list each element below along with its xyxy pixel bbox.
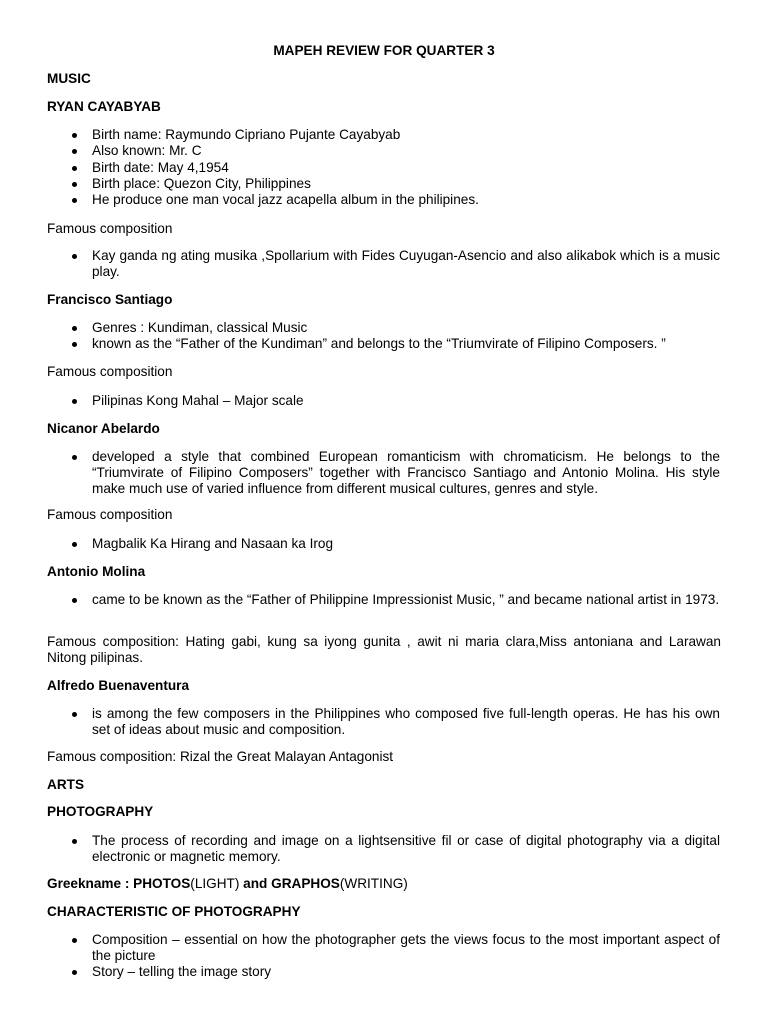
bullet-icon xyxy=(72,182,77,187)
composer-heading-abelardo: Nicanor Abelardo xyxy=(47,421,160,436)
famous-composition-label: Famous composition xyxy=(47,221,173,236)
famous-composition-text: Famous composition: Hating gabi, kung sa iyong gunita , awit ni maria clara,Miss antoniana and Larawan Nitong pilipinas. xyxy=(47,634,721,665)
composer-heading-ryan: RYAN CAYABYAB xyxy=(47,99,161,114)
bullet-icon xyxy=(72,542,77,547)
section-heading-arts: ARTS xyxy=(47,777,85,792)
bullet-icon xyxy=(72,254,77,259)
document-title: MAPEH REVIEW FOR QUARTER 3 xyxy=(273,43,495,58)
composer-heading-molina: Antonio Molina xyxy=(47,564,146,579)
famous-composition-text: Famous composition: Rizal the Great Malayan Antagonist xyxy=(47,749,394,764)
bullet-icon xyxy=(72,198,77,203)
section-heading-music: MUSIC xyxy=(47,71,91,86)
greek-word-photos: PHOTOS xyxy=(133,876,191,891)
greek-name-line xyxy=(47,876,408,892)
bullet-icon xyxy=(72,598,77,603)
bullet-icon xyxy=(72,133,77,138)
composer-heading-buenaventura: Alfredo Buenaventura xyxy=(47,678,190,693)
famous-composition-label: Famous composition xyxy=(47,507,173,522)
bullet-icon xyxy=(72,839,77,844)
bullet-icon xyxy=(72,712,77,717)
composer-heading-santiago: Francisco Santiago xyxy=(47,292,173,307)
section-heading-characteristic: CHARACTERISTIC OF PHOTOGRAPHY xyxy=(47,904,301,919)
bullet-icon xyxy=(72,342,77,347)
greek-meaning-writing: (WRITING) xyxy=(339,876,408,891)
bullet-icon xyxy=(72,326,77,331)
bullet-icon xyxy=(72,455,77,460)
bullet-icon xyxy=(72,149,77,154)
bullet-icon xyxy=(72,938,77,943)
bullet-icon xyxy=(72,166,77,171)
section-heading-photography: PHOTOGRAPHY xyxy=(47,804,154,819)
greek-and: and xyxy=(243,876,268,891)
bullet-icon xyxy=(72,970,77,975)
greek-word-graphos: GRAPHOS xyxy=(271,876,340,891)
bullet-icon xyxy=(72,399,77,404)
famous-composition-label: Famous composition xyxy=(47,364,173,379)
greek-name-label: Greekname : xyxy=(47,876,130,891)
greek-meaning-light: (LIGHT) xyxy=(190,876,240,891)
